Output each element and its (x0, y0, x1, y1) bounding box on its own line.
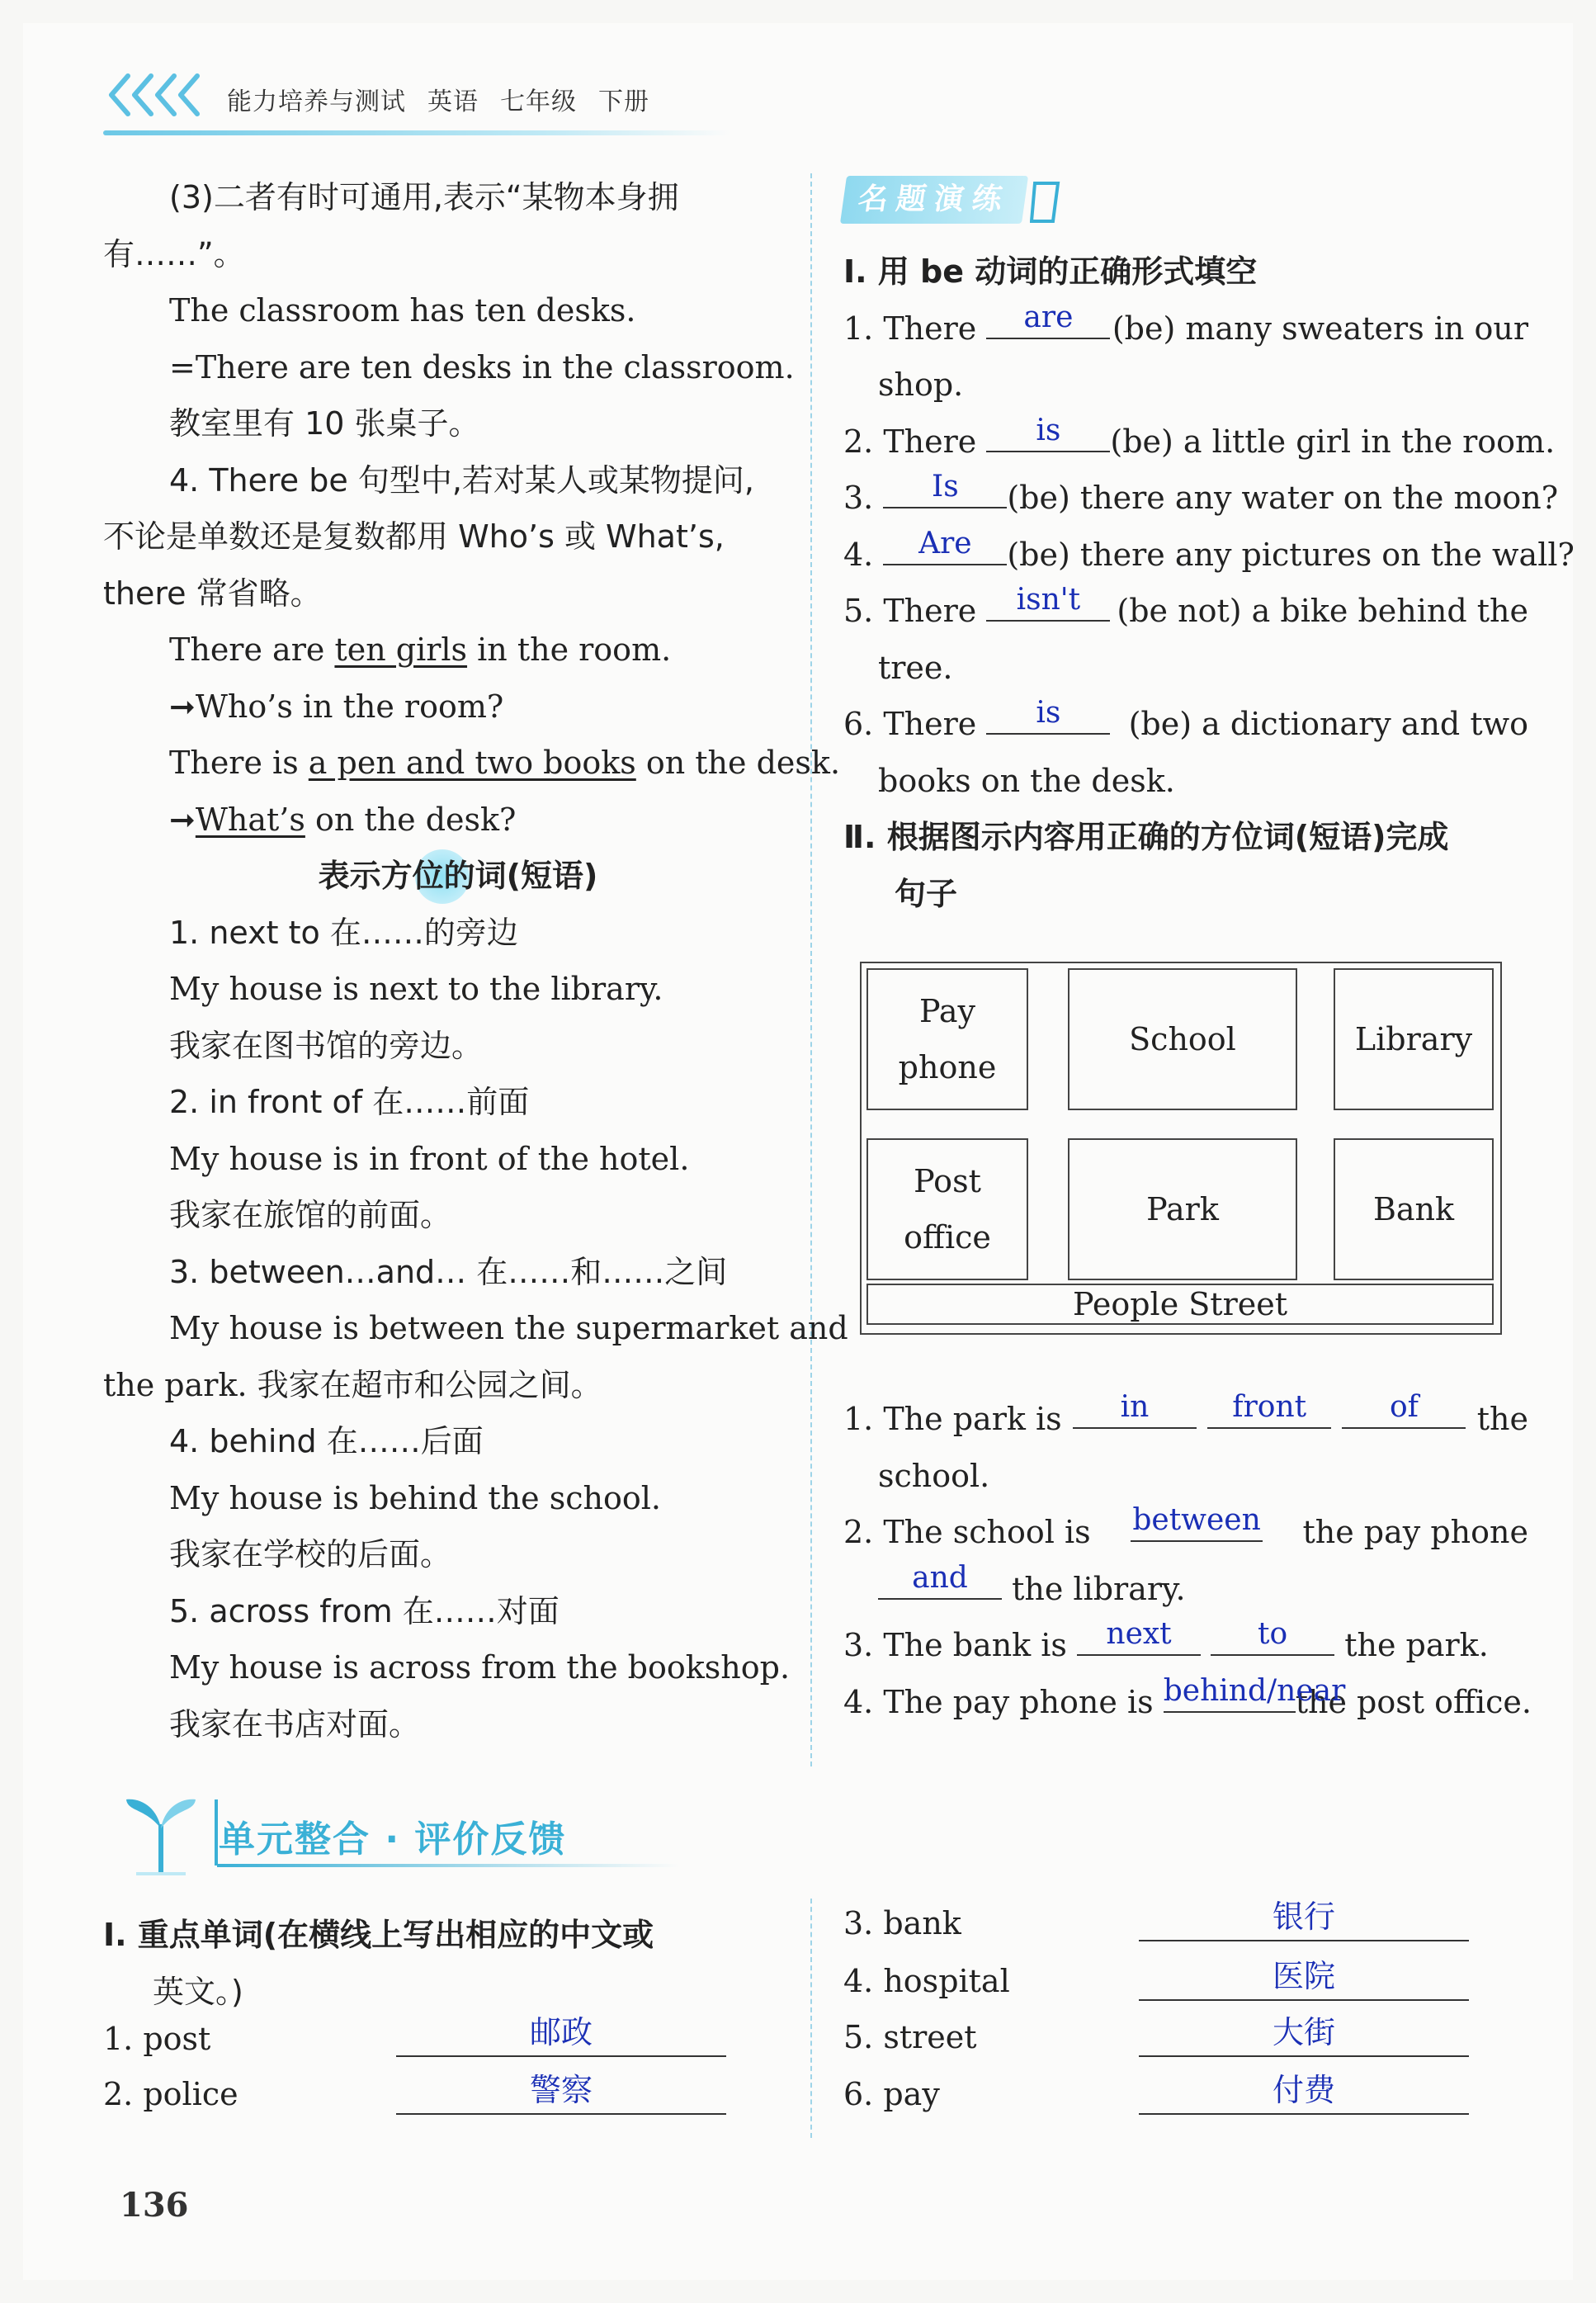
answer-text: of (1389, 1390, 1419, 1424)
question-item (843, 1617, 1528, 1674)
vocab-word: 5. street (843, 2019, 977, 2055)
answer-blank[interactable] (1211, 1618, 1334, 1656)
answer-blank[interactable] (1073, 1391, 1197, 1429)
column-divider-lower (810, 1899, 812, 2138)
question-item (843, 583, 1528, 640)
text: on the desk? (305, 801, 517, 838)
question-item-cont: books on the desk. (878, 762, 1175, 799)
answer-text: front (1232, 1390, 1307, 1424)
text: 5. There (843, 593, 977, 629)
text: the (1476, 1401, 1528, 1437)
answer-text: 大街 (1272, 2014, 1335, 2050)
street-map (860, 962, 1502, 1335)
header-rule (103, 130, 730, 135)
answer-blank[interactable] (1131, 1504, 1263, 1542)
vocab-answer-line[interactable] (396, 2007, 726, 2057)
text: in the room. (467, 631, 672, 668)
vocab-word: 4. hospital (843, 1963, 1010, 1999)
question-item-cont: school. (878, 1457, 990, 1494)
answer-text: and (912, 1560, 968, 1595)
answer-blank[interactable] (986, 584, 1110, 622)
question-item (843, 300, 1528, 357)
answer-text: next (1106, 1617, 1172, 1651)
unit-bar (215, 1799, 218, 1866)
answer-blank[interactable] (986, 697, 1110, 735)
vocab-answer-line[interactable] (1139, 2007, 1469, 2057)
unit-header (120, 1791, 697, 1882)
question-item-cont: shop. (878, 366, 964, 403)
item-head: 1. next to 在……的旁边 (169, 914, 518, 951)
header-volume: 下册 (598, 87, 649, 116)
underlined-text: a pen and two books (308, 745, 636, 781)
question-item-cont: tree. (878, 649, 953, 686)
exercise-badge: 名题演练 (840, 176, 1028, 224)
map-label: office (904, 1219, 991, 1256)
example-sentence: The classroom has ten desks. (169, 292, 636, 329)
header-book: 能力培养与测试 (227, 87, 406, 116)
map-cell-pay-phone (866, 968, 1028, 1110)
sprout-icon (120, 1791, 202, 1882)
item-example: My house is next to the library. (169, 971, 663, 1007)
vocab-word: 1. post (103, 2021, 211, 2057)
text: (be) a dictionary and two (1128, 706, 1528, 742)
item-example: the park. 我家在超市和公园之间。 (103, 1366, 602, 1403)
map-cell-bank: Bank (1334, 1138, 1494, 1280)
unit-title: 单元整合 · 评价反馈 (219, 1818, 567, 1861)
item-head: 5. across from 在……对面 (169, 1592, 560, 1629)
question-2-title: Ⅱ. 根据图示内容用正确的方位词(短语)完成 (843, 819, 1449, 855)
item-translation: 我家在图书馆的旁边。 (169, 1027, 484, 1064)
map-label: Post (914, 1163, 981, 1199)
unit-underline (217, 1864, 679, 1867)
answer-text: isn't (1016, 583, 1081, 617)
item-translation: 我家在旅馆的前面。 (169, 1197, 452, 1233)
vocab-word: 6. pay (843, 2076, 940, 2112)
section-title (103, 848, 780, 905)
question-item (843, 1504, 1528, 1561)
map-label: phone (898, 1049, 997, 1085)
map-cell-park: Park (1068, 1138, 1297, 1280)
text: 1. The park is (843, 1401, 1062, 1437)
answer-text: 付费 (1272, 2072, 1335, 2108)
question-item (843, 526, 1575, 584)
text: 6. There (843, 706, 977, 742)
item-head: 4. behind 在……后面 (169, 1423, 484, 1459)
vocab-word: 2. police (103, 2076, 238, 2112)
map-label: Pay (919, 993, 975, 1029)
map-street: People Street (866, 1284, 1494, 1325)
answer-blank[interactable] (1207, 1391, 1331, 1429)
item-head: 2. in front of 在……前面 (169, 1084, 530, 1120)
item-example: My house is across from the bookshop. (169, 1649, 791, 1686)
note-4-line2: 不论是单数还是复数都用 Who’s 或 What’s, (103, 518, 725, 555)
vocab-title-line2: 英文。) (153, 1973, 243, 2010)
text: on the desk. (635, 745, 841, 781)
answer-text: is (1036, 413, 1061, 447)
answer-blank[interactable] (1163, 1673, 1346, 1713)
page-number: 136 (120, 2186, 189, 2225)
text: 4. (843, 536, 874, 573)
vocab-question-title (103, 1907, 780, 2020)
answer-text: is (1036, 696, 1061, 730)
answer-text: to (1258, 1617, 1288, 1651)
answer-blank[interactable] (986, 414, 1110, 452)
left-column (103, 169, 848, 1752)
note-4-line1: 4. There be 句型中,若对某人或某物提问, (169, 461, 754, 499)
item-example: My house is in front of the hotel. (169, 1140, 690, 1177)
vocab-word: 3. bank (843, 1905, 961, 1941)
answer-blank[interactable] (878, 1562, 1002, 1600)
header-subject: 英语 (427, 87, 479, 116)
text: There is (169, 745, 309, 781)
note-3-line2: 有……”。 (103, 235, 245, 272)
question-item (843, 470, 1559, 527)
chevron-left-icon (103, 66, 210, 124)
vocab-answer-line[interactable] (1139, 2065, 1469, 2115)
header-grade: 七年级 (500, 87, 577, 116)
exercise-badge-row (843, 169, 1528, 244)
item-translation: 我家在学校的后面。 (169, 1536, 452, 1572)
text: 2. There (843, 423, 977, 460)
example-sentence (103, 622, 780, 679)
note-4-line3: there 常省略。 (103, 575, 322, 612)
vocab-title-line1: Ⅰ. 重点单词(在横线上写出相应的中文或 (103, 1917, 654, 1953)
text: 2. The school is (843, 1514, 1091, 1550)
answer-text: Is (932, 470, 959, 504)
header-title (227, 81, 671, 117)
vocab-answer-line[interactable] (396, 2065, 726, 2115)
map-cell-library: Library (1334, 968, 1494, 1110)
example-sentence: =There are ten desks in the classroom. (169, 348, 795, 385)
text: the post office. (1295, 1683, 1532, 1720)
answer-blank[interactable] (986, 301, 1110, 339)
answer-text: are (1023, 300, 1074, 334)
answer-blank[interactable] (883, 471, 1007, 508)
question-item (843, 696, 1528, 753)
answer-text: 医院 (1272, 1958, 1335, 1994)
vocab-answer-line[interactable] (1139, 1892, 1469, 1941)
item-head: 3. between…and… 在……和……之间 (169, 1253, 728, 1290)
answer-blank[interactable] (1077, 1618, 1201, 1656)
text: the pay phone (1302, 1514, 1528, 1550)
text: 3. (843, 480, 874, 516)
page-header (103, 66, 730, 132)
pencil-icon (1030, 178, 1066, 225)
answer-text: 邮政 (529, 2014, 593, 2050)
example-question (103, 792, 780, 849)
text: 3. The bank is (843, 1627, 1067, 1663)
map-cell-post-office (866, 1138, 1028, 1280)
question-1-title: Ⅰ. 用 be 动词的正确形式填空 (843, 253, 1258, 290)
section-title-text: 表示方位的词(短语) (318, 858, 598, 894)
note-3-line1: (3)二者有时可通用,表示“某物本身拥 (169, 179, 679, 215)
example-question: ➞Who’s in the room? (169, 688, 504, 725)
item-example: My house is behind the school. (169, 1479, 661, 1516)
text: 1. There (843, 310, 977, 347)
question-item (843, 413, 1556, 471)
answer-text: 警察 (529, 2072, 593, 2108)
text: 4. The pay phone is (843, 1683, 1154, 1720)
text: There are (169, 631, 335, 668)
question-item-cont (843, 1561, 1528, 1618)
map-cell-school: School (1068, 968, 1297, 1110)
question-item (843, 1391, 1528, 1448)
question-2-title-cont: 句子 (895, 875, 958, 912)
example-translation: 教室里有 10 张桌子。 (169, 405, 480, 442)
vocab-answer-line[interactable] (1139, 1951, 1469, 2001)
answer-text: 银行 (1272, 1899, 1335, 1935)
text: (be) there any water on the moon? (1007, 480, 1559, 516)
text: the park. (1344, 1627, 1489, 1663)
answer-text: in (1120, 1390, 1150, 1424)
text: (be) there any pictures on the wall? (1007, 536, 1575, 573)
text: (be) a little girl in the room. (1110, 423, 1556, 460)
text: the library. (1012, 1570, 1186, 1607)
underlined-text: What’s (195, 801, 305, 838)
answer-blank[interactable] (1342, 1391, 1466, 1429)
item-example: My house is between the supermarket and (169, 1310, 848, 1346)
answer-blank[interactable] (883, 527, 1007, 565)
text: ➞ (169, 801, 196, 838)
right-column (843, 169, 1575, 922)
question-2-items (843, 1390, 1532, 1730)
item-translation: 我家在书店对面。 (169, 1705, 421, 1743)
text: (be) many sweaters in our (1112, 310, 1528, 347)
text: (be not) a bike behind the (1117, 593, 1528, 629)
example-sentence (103, 735, 841, 792)
question-item (843, 1673, 1532, 1731)
underlined-text: ten girls (334, 631, 468, 668)
answer-text: behind/near (1163, 1673, 1346, 1708)
answer-text: between (1132, 1503, 1261, 1537)
answer-text: Are (918, 526, 972, 560)
column-divider (810, 173, 812, 1766)
